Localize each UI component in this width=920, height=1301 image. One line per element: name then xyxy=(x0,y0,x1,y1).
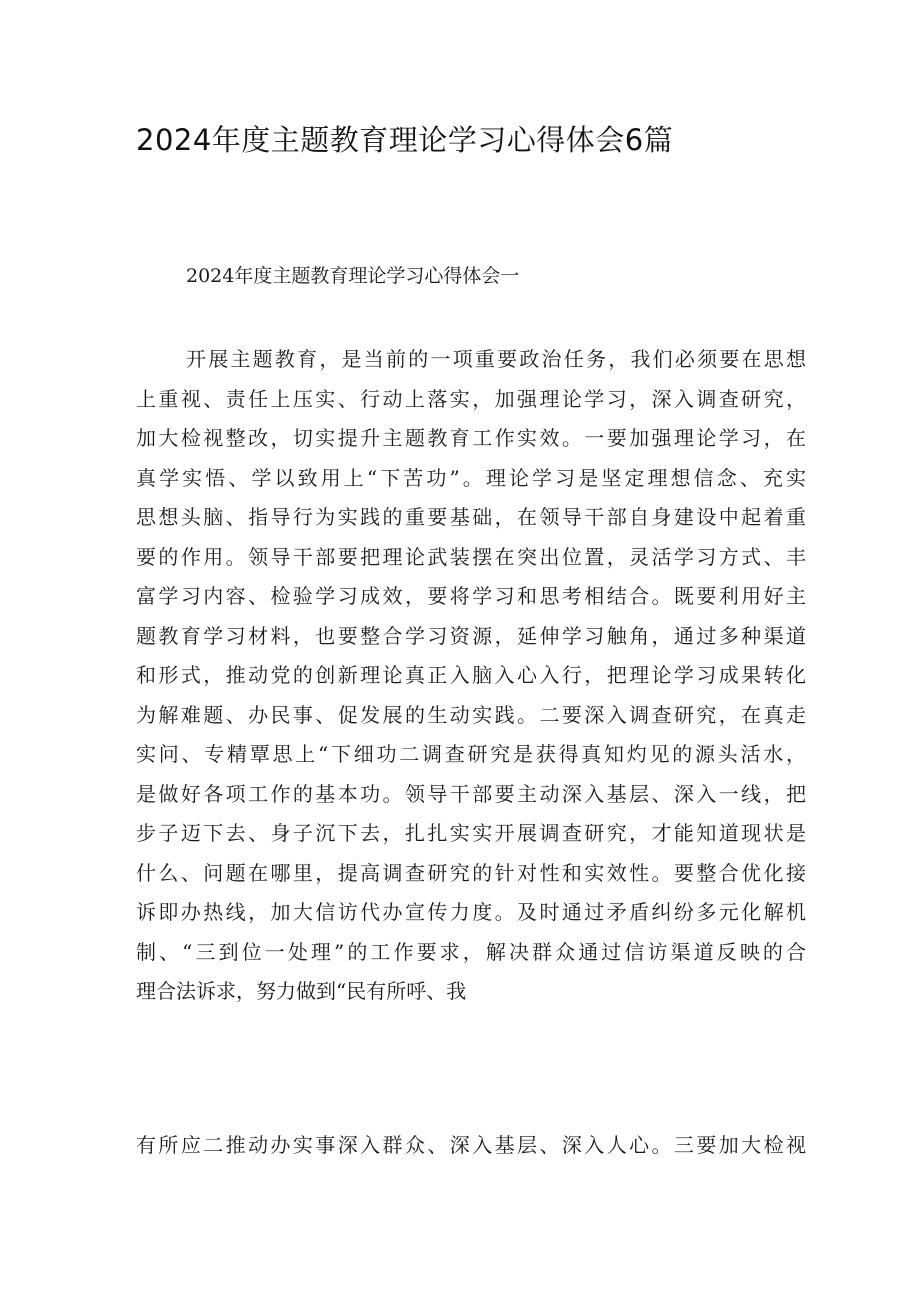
section-heading: 2024年度主题教育理论学习心得体会一 xyxy=(186,265,520,287)
paragraph-line: 和形式，推动党的创新理论真正入脑入心入行，把理论学习成果转化 xyxy=(136,663,806,687)
paragraph-line: 有所应二推动办实事深入群众、深入基层、深入人心。三要加大检视 xyxy=(136,1133,806,1157)
document-title: 2024年度主题教育理论学习心得体会6篇 xyxy=(136,123,674,157)
paragraph-line: 实问、专精覃思上“下细功二调查研究是获得真知灼见的源头活水， xyxy=(136,742,806,766)
paragraph-line: 步子迈下去、身子沉下去，扎扎实实开展调查研究，才能知道现状是 xyxy=(136,821,806,845)
paragraph-line: 是做好各项工作的基本功。领导干部要主动深入基层、深入一线，把 xyxy=(136,781,806,806)
paragraph-line: 诉即办热线，加大信访代办宣传力度。及时通过矛盾纠纷多元化解机 xyxy=(136,900,806,924)
paragraph-line: 开展主题教育，是当前的一项重要政治任务，我们必须要在思想 xyxy=(186,347,806,371)
paragraph-line: 真学实悟、学以致用上“下苦功”。理论学习是坚定理想信念、充实 xyxy=(136,465,806,490)
paragraph-line: 上重视、责任上压实、行动上落实，加强理论学习，深入调查研究， xyxy=(136,386,806,411)
paragraph-line: 加大检视整改，切实提升主题教育工作实效。一要加强理论学习，在 xyxy=(136,426,806,450)
paragraph-line: 要的作用。领导干部要把理论武装摆在突出位置，灵活学习方式、丰 xyxy=(136,544,806,569)
paragraph-line: 理合法诉求，努力做到“民有所呼、我 xyxy=(136,979,467,1003)
paragraph-line: 题教育学习材料，也要整合学习资源，延伸学习触角，通过多种渠道 xyxy=(136,623,806,648)
paragraph-line: 富学习内容、检验学习成效，要将学习和思考相结合。既要利用好主 xyxy=(136,584,806,608)
paragraph-line: 制、“三到位一处理”的工作要求，解决群众通过信访渠道反映的合 xyxy=(136,939,806,964)
paragraph-line: 什么、问题在哪里，提高调查研究的针对性和实效性。要整合优化接 xyxy=(136,860,806,885)
paragraph-line: 为解难题、办民事、促发展的生动实践。二要深入调查研究，在真走 xyxy=(136,702,806,727)
paragraph-line: 思想头脑、指导行为实践的重要基础，在领导干部自身建设中起着重 xyxy=(136,505,806,529)
body-paragraph-2 xyxy=(136,1126,806,1166)
body-paragraph-1 xyxy=(136,340,806,1012)
